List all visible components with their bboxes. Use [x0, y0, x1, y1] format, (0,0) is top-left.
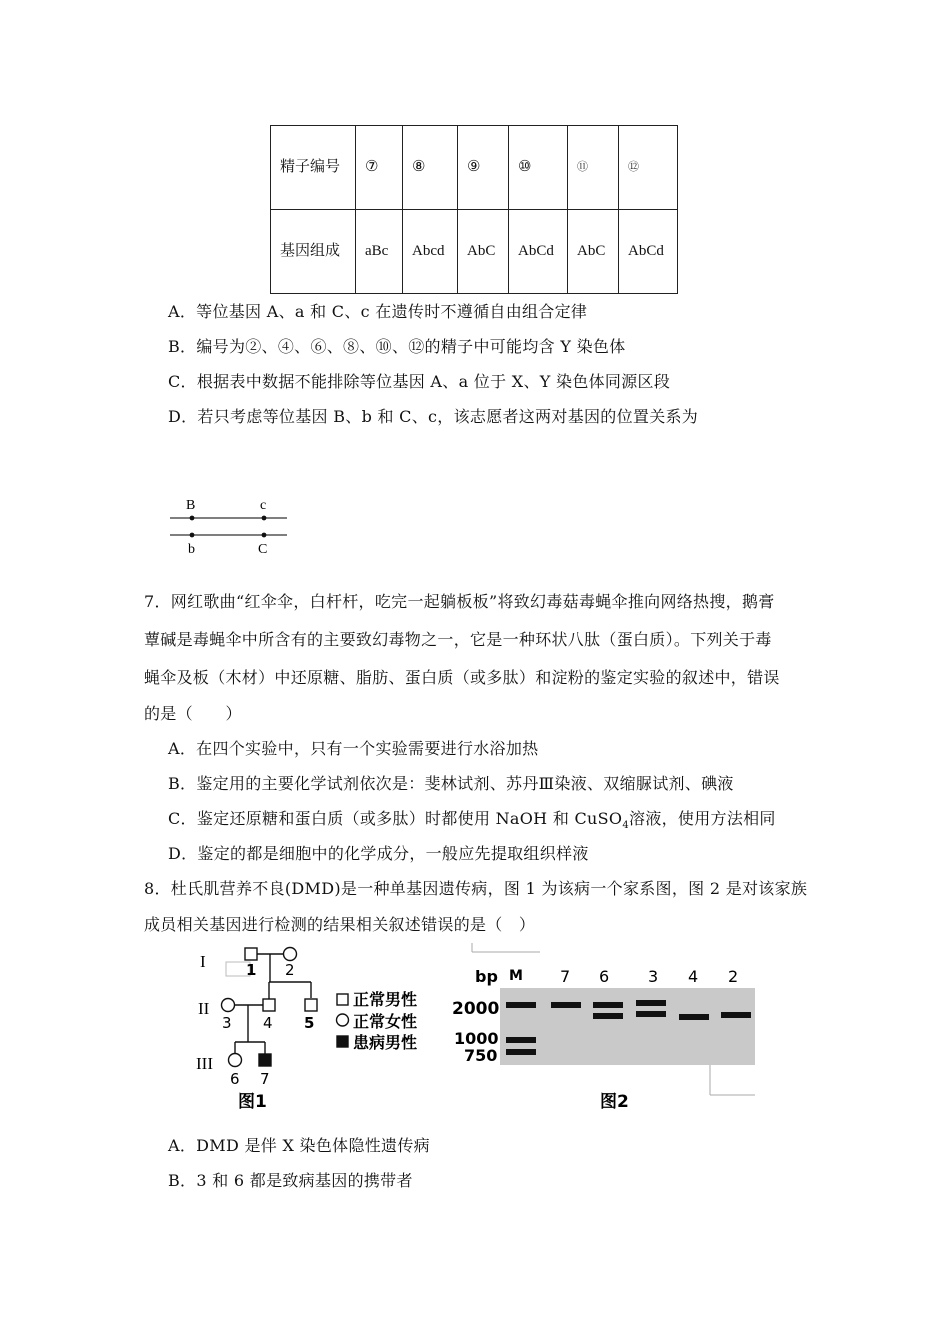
marker-label: 750	[464, 1046, 498, 1065]
gel-band	[679, 1014, 709, 1020]
gel-lane-label: 4	[688, 967, 699, 986]
q8-option-a: A．DMD 是伴 X 染色体隐性遗传病	[168, 1136, 430, 1155]
allele-label: C	[258, 542, 268, 557]
table-cell: AbC	[568, 210, 619, 294]
gel-band	[551, 1002, 581, 1008]
figure-caption: 图1	[238, 1092, 267, 1112]
gel-lane-label: 3	[648, 967, 659, 986]
table-cell: ⑪	[568, 126, 619, 210]
q7-stem-line4: 的是（ ）	[144, 704, 242, 723]
pedigree-male-5	[305, 999, 317, 1011]
gel-band	[593, 1013, 623, 1019]
q7-option-b: B．鉴定用的主要化学试剂依次是：斐林试剂、苏丹Ⅲ染液、双缩脲试剂、碘液	[168, 774, 734, 793]
pedigree-number: 7	[260, 1070, 270, 1088]
q7-option-c-subscript: 4	[622, 820, 630, 832]
allele-label: c	[260, 498, 267, 513]
pedigree-male-4	[263, 999, 275, 1011]
legend-female-icon	[337, 1014, 349, 1026]
legend-label: 患病男性	[353, 1033, 418, 1052]
gel-band	[593, 1002, 623, 1008]
legend-label: 正常男性	[353, 990, 418, 1009]
generation-label: I	[200, 952, 206, 971]
table-row	[271, 210, 678, 294]
gel-lane-label: 2	[728, 967, 739, 986]
table-row	[271, 126, 678, 210]
table-cell: ⑧	[403, 126, 458, 210]
pedigree-number: 6	[230, 1070, 240, 1088]
gel-band	[506, 1037, 536, 1043]
pedigree-figure	[190, 942, 450, 1117]
gel-band	[506, 1002, 536, 1008]
gel-band	[506, 1049, 536, 1055]
q7-option-c-text-end: 溶液，使用方法相同	[629, 809, 776, 828]
pedigree-number: 3	[222, 1014, 232, 1032]
table-cell: ⑦	[356, 126, 403, 210]
pedigree-number: 2	[285, 961, 295, 979]
legend-affected-icon	[337, 1036, 348, 1047]
q6-option-b: B．编号为②、④、⑥、⑧、⑩、⑫的精子中可能均含 Y 染色体	[168, 337, 626, 356]
marker-label: 2000	[452, 999, 500, 1019]
q7-option-a: A．在四个实验中，只有一个实验需要进行水浴加热	[168, 739, 539, 758]
gel-bp-label: bp	[475, 967, 498, 986]
q6-option-a: A．等位基因 A、a 和 C、c 在遗传时不遵循自由组合定律	[168, 302, 588, 321]
table-cell: ⑫	[619, 126, 678, 210]
sperm-genotype-table	[270, 125, 678, 294]
table-cell: AbCd	[509, 210, 568, 294]
pedigree-male-1	[245, 948, 257, 960]
legend-male-icon	[337, 994, 348, 1005]
q8-stem-line2: 成员相关基因进行检测的结果相关叙述错误的是（ ）	[144, 915, 536, 934]
gel-band	[636, 1000, 666, 1006]
table-cell: aBc	[356, 210, 403, 294]
gel-band	[721, 1012, 751, 1018]
locus-dot	[190, 516, 195, 521]
gel-lane-label: M	[509, 968, 523, 984]
q7-option-d: D．鉴定的都是细胞中的化学成分，一般应先提取组织样液	[168, 844, 589, 863]
q8-stem-line1: 8．杜氏肌营养不良(DMD)是一种单基因遗传病，图 1 为该病一个家系图，图 2 是对该家族	[144, 879, 808, 898]
generation-label: III	[196, 1054, 213, 1073]
q7-option-c-text: C．鉴定还原糖和蛋白质（或多肽）时都使用 NaOH 和 CuSO	[168, 809, 623, 828]
gel-lane-label: 6	[599, 967, 610, 986]
q7-stem-line3: 蝇伞及板（木材）中还原糖、脂肪、蛋白质（或多肽）和淀粉的鉴定实验的叙述中，错误	[144, 668, 780, 687]
locus-dot	[262, 533, 267, 538]
table-cell: AbC	[458, 210, 509, 294]
figure-caption: 图2	[600, 1092, 629, 1112]
table-cell: AbCd	[619, 210, 678, 294]
q8-option-b: B．3 和 6 都是致病基因的携带者	[168, 1171, 413, 1190]
generation-label: II	[198, 999, 210, 1018]
table-cell: 精子编号	[271, 126, 356, 210]
table-cell: 基因组成	[271, 210, 356, 294]
chromosome-figure	[165, 492, 295, 560]
gel-figure	[450, 942, 760, 1117]
q7-stem-line2: 蕈碱是毒蝇伞中所含有的主要致幻毒物之一，它是一种环状八肽（蛋白质）。下列关于毒	[144, 630, 772, 649]
pedigree-female-3	[222, 999, 235, 1012]
q7-option-c	[168, 806, 776, 831]
marker-label: 1000	[454, 1029, 499, 1048]
allele-label: B	[186, 498, 196, 513]
pedigree-number: 1	[246, 961, 257, 979]
locus-dot	[262, 516, 267, 521]
pedigree-female-2	[284, 948, 297, 961]
pedigree-number: 4	[263, 1014, 273, 1032]
q7-stem-line1: 7．网红歌曲“红伞伞，白杆杆，吃完一起躺板板”将致幻毒菇毒蝇伞推向网络热搜，鹅膏	[144, 592, 775, 611]
allele-label: b	[188, 542, 195, 557]
pedigree-affected-male-7	[259, 1054, 271, 1066]
table-cell: ⑩	[509, 126, 568, 210]
locus-dot	[190, 533, 195, 538]
q6-option-c: C．根据表中数据不能排除等位基因 A、a 位于 X、Y 染色体同源区段	[168, 372, 671, 391]
table-cell: ⑨	[458, 126, 509, 210]
gel-lane-label: 7	[560, 967, 571, 986]
pedigree-number: 5	[304, 1014, 315, 1032]
legend-label: 正常女性	[353, 1012, 418, 1031]
table-cell: Abcd	[403, 210, 458, 294]
pedigree-female-6	[229, 1054, 242, 1067]
gel-background	[500, 988, 755, 1065]
gel-band	[636, 1011, 666, 1017]
q6-option-d: D．若只考虑等位基因 B、b 和 C、c，该志愿者这两对基因的位置关系为	[168, 407, 699, 426]
